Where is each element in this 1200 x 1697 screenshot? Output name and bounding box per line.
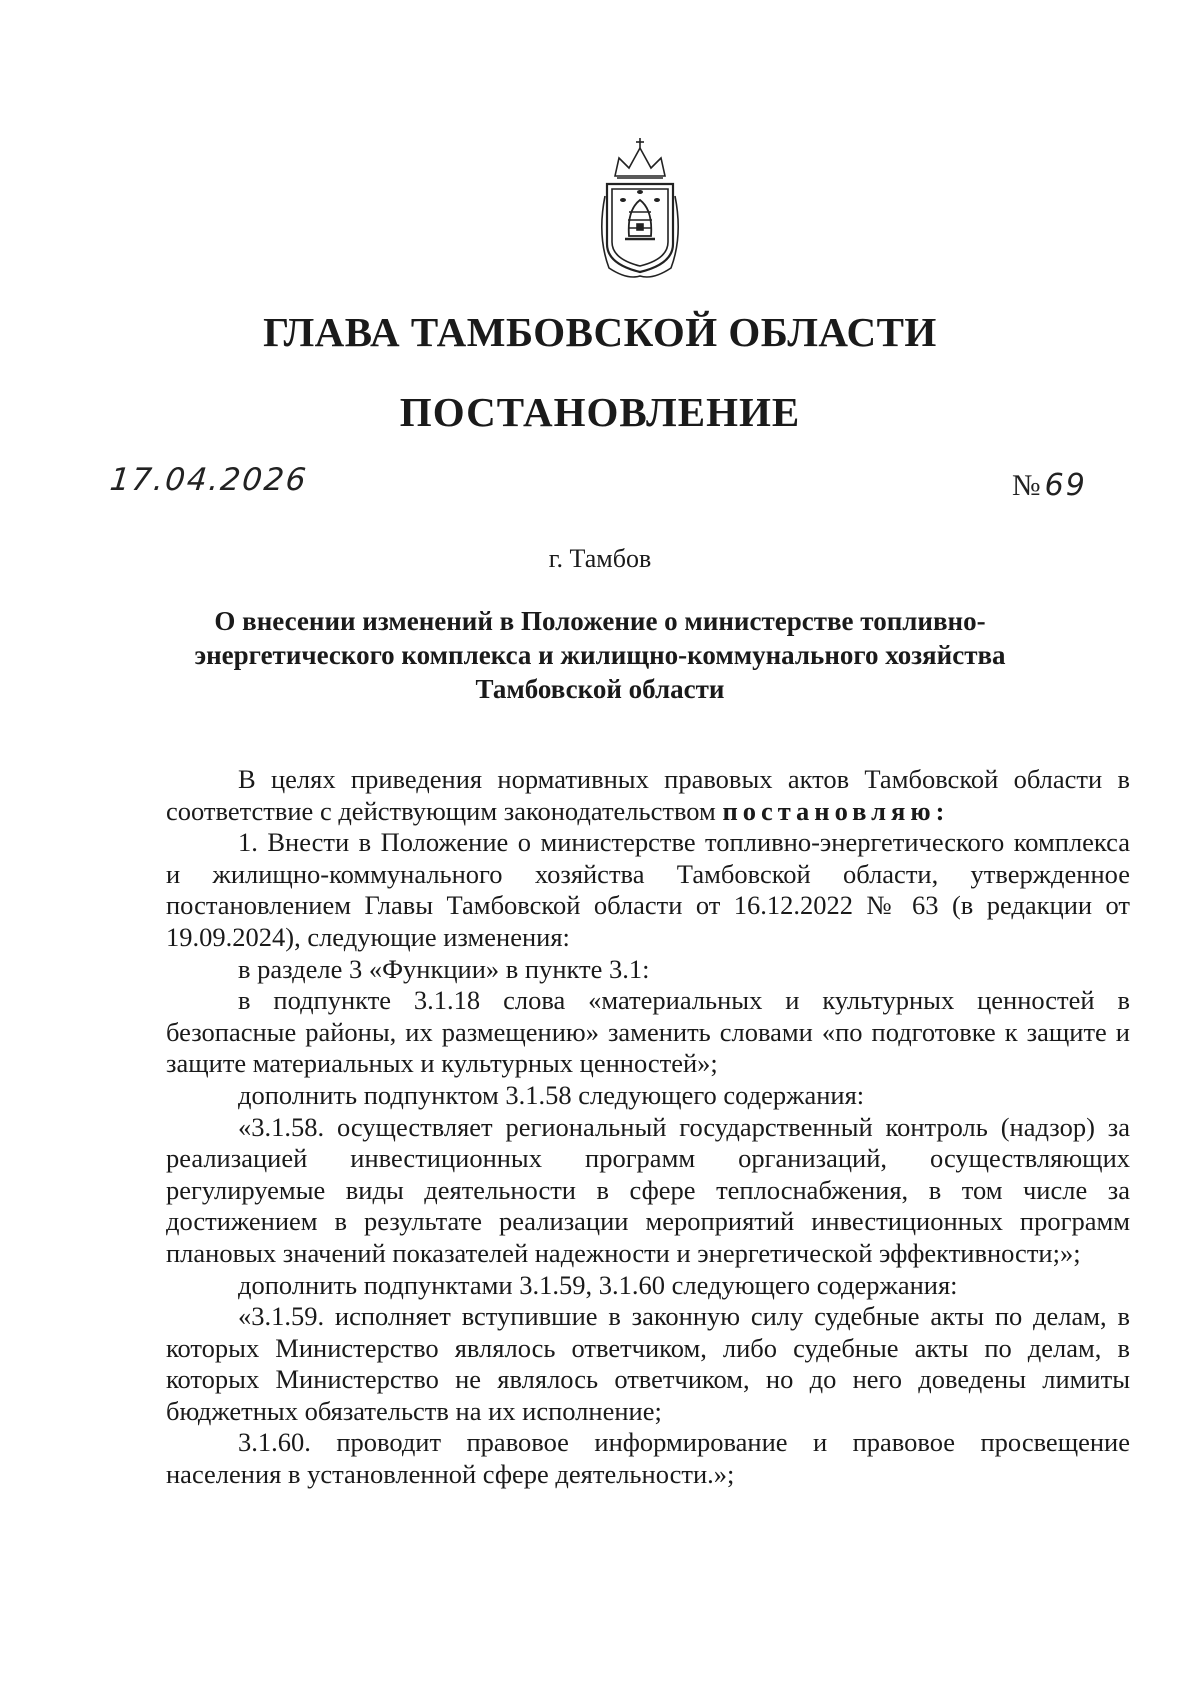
- body-paragraph: дополнить подпунктами 3.1.59, 3.1.60 следующего содержания:: [238, 1269, 958, 1300]
- document-date: 17.04.2026: [108, 462, 310, 498]
- body-paragraph: в подпункте 3.1.18 слова «материальных и культурных ценностей в безопасные районы, их размещению» заменить словами «по подготовке к защите и защите материальных и культурных ценностей»;: [166, 985, 1130, 1079]
- document-number: [1012, 468, 1087, 503]
- body-paragraph: в разделе 3 «Функции» в пункте 3.1:: [238, 953, 650, 984]
- coat-of-arms-emblem: [597, 136, 683, 280]
- body-paragraph: «3.1.59. исполняет вступившие в законную силу судебные акты по делам, в которых Министерство являлось ответчиком, либо судебные акты по делам, в которых Министерство не являлось ответчиком, но до него доведены лимиты бюджетных обязательств на их исполнение;: [166, 1301, 1130, 1426]
- intro-paragraph: [166, 764, 1130, 827]
- intro-text: В целях приведения нормативных правовых актов Тамбовской области в соответствие с действующим законодательством: [166, 764, 1130, 826]
- number-value: 69: [1044, 468, 1087, 503]
- document-type-title: ПОСТАНОВЛЕНИЕ: [399, 389, 801, 435]
- issuer-title: ГЛАВА ТАМБОВСКОЙ ОБЛАСТИ: [263, 309, 937, 355]
- body-paragraph: 3.1.60. проводит правовое информирование и правовое просвещение населения в установленной сфере деятельности.»;: [166, 1427, 1130, 1490]
- number-sign: №: [1012, 469, 1041, 502]
- city-line: г. Тамбов: [548, 544, 652, 573]
- body-paragraph: «3.1.58. осуществляет региональный государственный контроль (надзор) за реализацией инвестиционных программ организаций, осуществляющих регулируемые виды деятельности в сфере теплоснабжения, в том числе за достижением в результате реализации мероприятий инвестиционных программ плановых значений показателей надежности и энергетической эффективности;»;: [166, 1111, 1130, 1268]
- body-paragraph: дополнить подпунктом 3.1.58 следующего содержания:: [238, 1079, 865, 1110]
- document-heading: О внесении изменений в Положение о министерстве топливно-энергетического комплекса и жилищно-коммунального хозяйства Тамбовской области: [194, 606, 1006, 704]
- body-paragraph: 1. Внести в Положение о министерстве топливно-энергетического комплекса и жилищно-коммунального хозяйства Тамбовской области, утвержденное постановлением Главы Тамбовской области от 16.12.2022 № 63 (в редакции от 19.09.2024), следующие изменения:: [166, 827, 1130, 952]
- document-body: [166, 764, 1130, 1491]
- resolution-keyword: постановляю:: [722, 795, 950, 826]
